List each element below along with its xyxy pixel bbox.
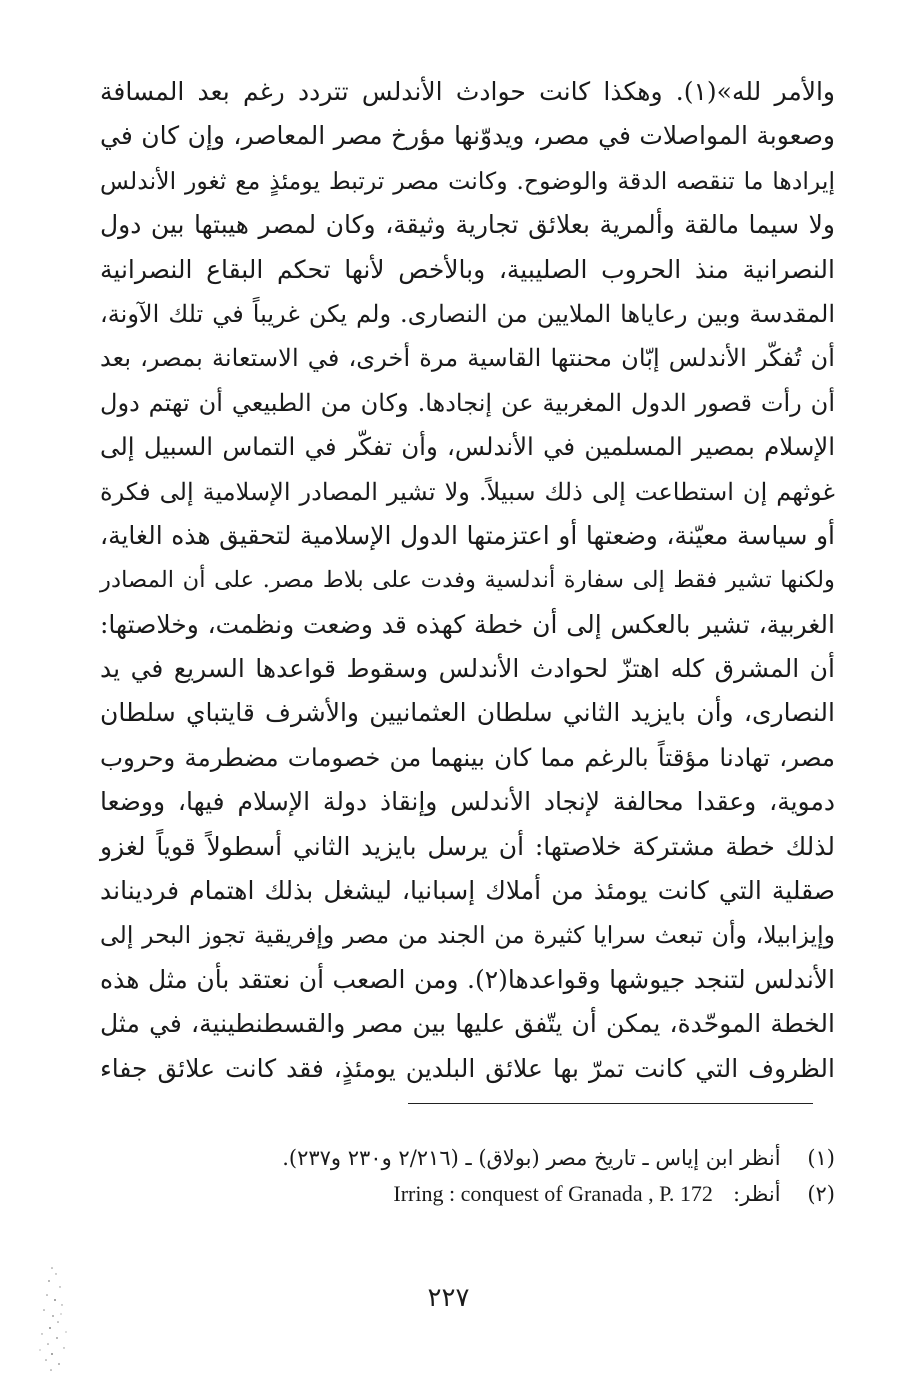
footnote-marker: (١) <box>807 1146 835 1170</box>
page-number: ٢٢٧ <box>427 1283 470 1313</box>
text-line: النصرانية منذ الحروب الصليبية، وبالأخص لأنها تحكم البقاع النصرانية <box>100 254 835 284</box>
text-line: مصر، تهادنا مؤقتاً بالرغم مما كان بينهما من خصومات مضطرمة وحروب <box>100 742 835 772</box>
footnotes <box>282 1140 835 1212</box>
text-line: الخطة الموحّدة، يمكن أن يتّفق عليها بين مصر والقسطنطينية، في مثل <box>100 1009 835 1039</box>
text-line: ولا سيما مالقة وألمرية بعلائق تجارية وثيقة، وكان لمصر هيبتها بين دول <box>100 210 835 240</box>
footnote-citation: Irring : conquest of Granada , P. 172 <box>393 1181 713 1206</box>
text-line: النصارى، وأن بايزيد الثاني سلطان العثمانيين والأشرف قايتباي سلطان <box>100 698 835 728</box>
text-line: دموية، وعقدا محالفة لإنجاد الأندلس وإنقاذ دولة الإسلام فيها، ووضعا <box>100 787 835 817</box>
text-line: الظروف التي كانت تمرّ بها علائق البلدين يومئذٍ، فقد كانت علائق جفاء <box>100 1053 835 1083</box>
footnote-2 <box>300 1176 835 1212</box>
text-line: الأندلس لتنجد جيوشها وقواعدها(٢). ومن الصعب أن نعتقد بأن مثل هذه <box>100 964 835 994</box>
scan-speckle <box>22 1250 82 1375</box>
text-line: أن رأت قصور الدول المغربية عن إنجادها. وكان من الطبيعي أن تهتم دول <box>100 388 835 417</box>
main-text <box>100 70 835 1091</box>
text-line: غوثهم إن استطاعت إلى ذلك سبيلاً. ولا تشير المصادر الإسلامية إلى فكرة <box>100 477 835 506</box>
text-line: الغربية، تشير بالعكس إلى أن خطة كهذه قد وضعت ونظمت، وخلاصتها: <box>100 609 835 639</box>
footnote-separator <box>408 1103 813 1104</box>
text-line: أن المشرق كله اهتزّ لحوادث الأندلس وسقوط قواعدها السريع في يد <box>100 654 835 684</box>
text-line: وصعوبة المواصلات في مصر، ويدوّنها مؤرخ مصر المعاصر، وإن كان في <box>100 121 835 151</box>
text-line: الإسلام بمصير المسلمين في الأندلس، وأن تفكّر في التماس السبيل إلى <box>100 432 835 462</box>
footnote-text: أنظر: <box>733 1182 781 1206</box>
text-line: ولكنها تشير فقط إلى سفارة أندلسية وفدت على بلاط مصر. على أن المصادر <box>100 567 835 594</box>
text-line: والأمر لله»(١). وهكذا كانت حوادث الأندلس تتردد رغم بعد المسافة <box>100 77 835 106</box>
footnote-text: أنظر ابن إياس ـ تاريخ مصر (بولاق) ـ (٢/٢١٦ و٢٣٠ و٢٣٧). <box>282 1146 781 1170</box>
text-line: أن تُفكّر الأندلس إبّان محنتها القاسية مرة أخرى، في الاستعانة بمصر، بعد <box>100 344 835 373</box>
footnote-1 <box>282 1140 835 1176</box>
text-line: أو سياسة معيّنة، وضعتها أو اعتزمتها الدول الإسلامية لتحقيق هذه الغاية، <box>100 520 835 550</box>
footnote-marker: (٢) <box>807 1182 835 1206</box>
text-line: لذلك خطة مشتركة خلاصتها: أن يرسل بايزيد الثاني أسطولاً قوياً لغزو <box>100 831 835 861</box>
text-line: المقدسة وبين رعاياها الملايين من النصارى. ولم يكن غريباً في تلك الآونة، <box>100 299 835 328</box>
text-line: وإيزابيلا، وأن تبعث سرايا كثيرة من الجند من مصر وإفريقية تجوز البحر إلى <box>100 921 835 950</box>
text-line: إيرادها ما تنقصه الدقة والوضوح. وكانت مصر ترتبط يومئذٍ مع ثغور الأندلس <box>100 166 835 195</box>
text-line: صقلية التي كانت يومئذ من أملاك إسبانيا، ليشغل بذلك اهتمام فرديناند <box>100 876 835 906</box>
